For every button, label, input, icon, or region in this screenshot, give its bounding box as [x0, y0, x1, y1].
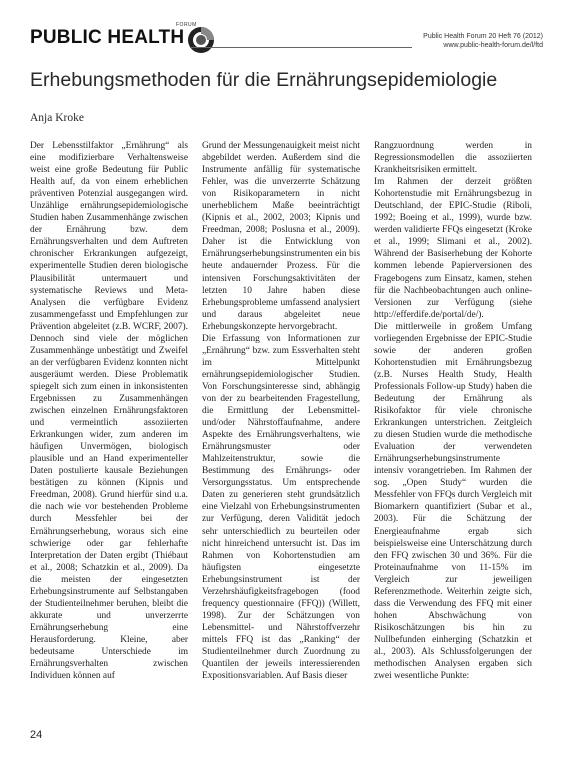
- journal-url: www.public-health-forum.de/l/ftd: [443, 42, 543, 49]
- journal-brand: [30, 22, 197, 48]
- article-author: Anja Kroke: [30, 112, 84, 124]
- journal-citation: Public Health Forum 20 Heft 76 (2012): [423, 33, 543, 40]
- text-column-2: [202, 140, 360, 682]
- paragraph: Die mittlerweile in großem Umfang vorliegenden Ergebnisse der EPIC-Studie sowie der anderen großen Kohortenstudien mit Ernährungsbezug (z.B. Nurses Health Study, Health Professionals Follow-up Study) haben die Bedeutung der Ernährung als Risikofaktor für viele chronische Erkrankungen unterstrichen. Zeitgleich zu diesen Studien wurde die methodische Evaluation der verwendeten Ernährungserhebungsinstrumente intensiv vorangetrieben. Im Rahmen der sog. „Open Study“ wurden die Messfehler von FFQs durch Vergleich mit Biomarkern quantifiziert (Subar et al., 2003). Für die Schätzung der Energieaufnahme ergab sich beispielsweise eine Unterschätzung durch den FFQ zwischen 30 und 36%. Für die Proteinaufnahme von 11-15% im Vergleich zur jeweiligen Referenzmethode. Weiterhin zeigte sich, dass die Verwendung des FFQ mit einer hohen Abschwächung von Risikoschätzungen bis hin zu Nullbefunden einherging (Schatzkin et al., 2003). Als Schlussfolgerungen der methodischen Analysen ergaben sich zwei wesentliche Punkte:: [374, 321, 532, 682]
- article-title: Erhebungsmethoden für die Ernährungsepidemiologie: [30, 69, 498, 91]
- brand-logo-icon: [186, 25, 216, 55]
- page-number: 24: [30, 729, 43, 741]
- brand-tag: FORUM: [176, 22, 197, 28]
- paragraph: Die Erfassung von Informationen zur „Ernährung“ bzw. zum Essverhalten steht im Mittelpunkt ernährungsepidemiologischer Studien. Von Forschungsinteresse sind, abhängig von der zu bearbeitenden Fragestellung, die Ermittlung der Lebensmittel- und/oder Nährstoffaufnahme, andere Aspekte des Ernährungsverhaltens, wie Ernährungsmuster oder Mahlzeitenstruktur, sowie die Bestimmung des Ernährungs- oder Versorgungsstatus. Um entsprechende Daten zu generieren steht grundsätzlich eine Vielzahl von Erhebungsinstrumenten zur Verfügung, deren Validität jedoch sehr unterschiedlich zu beurteilen oder nicht hinreichend untersucht ist. Das im Rahmen von Kohortenstudien am häufigsten eingesetzte Erhebungsinstrument ist der Verzehrshäufigkeitsfragebogen (food frequency questionnaire (FFQ)) (Willett, 1998). Zur der Schätzungen von Lebensmittel- und Nährstoffverzehr mittels FFQ ist das „Ranking“ der Studienteilnehmer durch Zuordnung zu Quantilen der jeweils interessierenden Expositionsvariablen. Auf Basis dieser: [202, 333, 360, 682]
- paragraph: Rangzuordnung werden in Regressionsmodellen die assoziierten Krankheitsrisiken ermittelt.: [374, 141, 532, 176]
- paragraph: Der Lebensstilfaktor „Ernährung“ als eine modifizierbare Verhaltensweise weist eine große Bedeutung für Public Health auf, da von einem erheblichen präventiven Potenzial ausgegangen wird. Unzählige ernährungsepidemiologische Studien haben Zusammenhänge zwischen der Ernährung bzw. dem Ernährungsverhalten und dem Auftreten chronischer Erkrankungen aufgezeigt, experimentelle Studien deren biologische Plausibilität untermauert und systematische Reviews und Meta-Analysen die verfügbare Evidenz zusammengefasst und Empfehlungen zur Prävention abgeleitet (z.B. WCRF, 2007). Dennoch sind viele der möglichen Zusammenhänge unbestätigt und Zweifel an der verfügbaren Evidenz konnten nicht ausgeräumt werden. Diese Problematik spiegelt sich zum einen in inkonsistenten Ergebnissen zu Zusammenhängen zwischen einzelnen Ernährungsfaktoren und vermeintlich assoziierten Erkrankungen wider, zum anderen im häufigen Unvermögen, biologisch plausible und an Hand experimenteller Daten postulierte kausale Beziehungen bestätigen zu können (Kipnis und Freedman, 2008). Grund hierfür sind u.a. die nach wie vor bestehenden Probleme durch Messfehler bei der Ernährungserhebung, woraus sich eine schwierige oder gar fehlerhafte Interpretation der Daten ergibt (Thiébaut et al., 2008; Schatzkin et al., 2009). Da die meisten der eingesetzten Erhebungsinstrumente auf Selbstangaben der Studienteilnehmer beruhen, bleibt die akkurate und unverzerrte Ernährungserhebung eine Herausforderung. Kleine, aber bedeutsame Unterschiede im Ernährungsverhalten zwischen Individuen können auf: [30, 141, 188, 682]
- journal-info: [423, 32, 543, 50]
- paragraph: Im Rahmen der derzeit größten Kohortenstudie mit Ernährungsbezug in Deutschland, der EPIC-Studie (Riboli, 1992; Boeing et al., 1999), wurde bzw. werden validierte FFQs eingesetzt (Kroke et al., 1999; Slimani et al., 2002). Während der Basiserhebung der Kohorte kommen lebende Papierversionen des Fragebogens zum Einsatz, kamen, stehen für die Nachbeobachtungen auch online-Versionen zur Verfügung (siehe http://efferdife.de/portal/de/).: [374, 177, 532, 320]
- header-rule: [190, 47, 412, 48]
- paragraph: Grund der Messungenauigkeit meist nicht abgebildet werden. Außerdem sind die Instrumente anfällig für systematische Fehler, was die unverzerrte Schätzung von Risikoparametern in nicht unerheblichem Maße beeinträchtigt (Kipnis et al., 2002, 2003; Kipnis und Freedman, 2008; Poslusna et al., 2009). Daher ist die Entwicklung von Ernährungserhebungsinstrumenten ein bis heute andauernder Prozess. Für die intensiven Forschungsaktivitäten der letzten 10 Jahre haben diese Erhebungsprobleme umfassend analysiert und daraus abgeleitet neue Erhebungskonzepte hervorgebracht.: [202, 141, 360, 332]
- brand-name: PUBLIC HEALTH: [30, 27, 185, 48]
- text-column-1: [30, 140, 188, 682]
- text-column-3: [374, 140, 532, 682]
